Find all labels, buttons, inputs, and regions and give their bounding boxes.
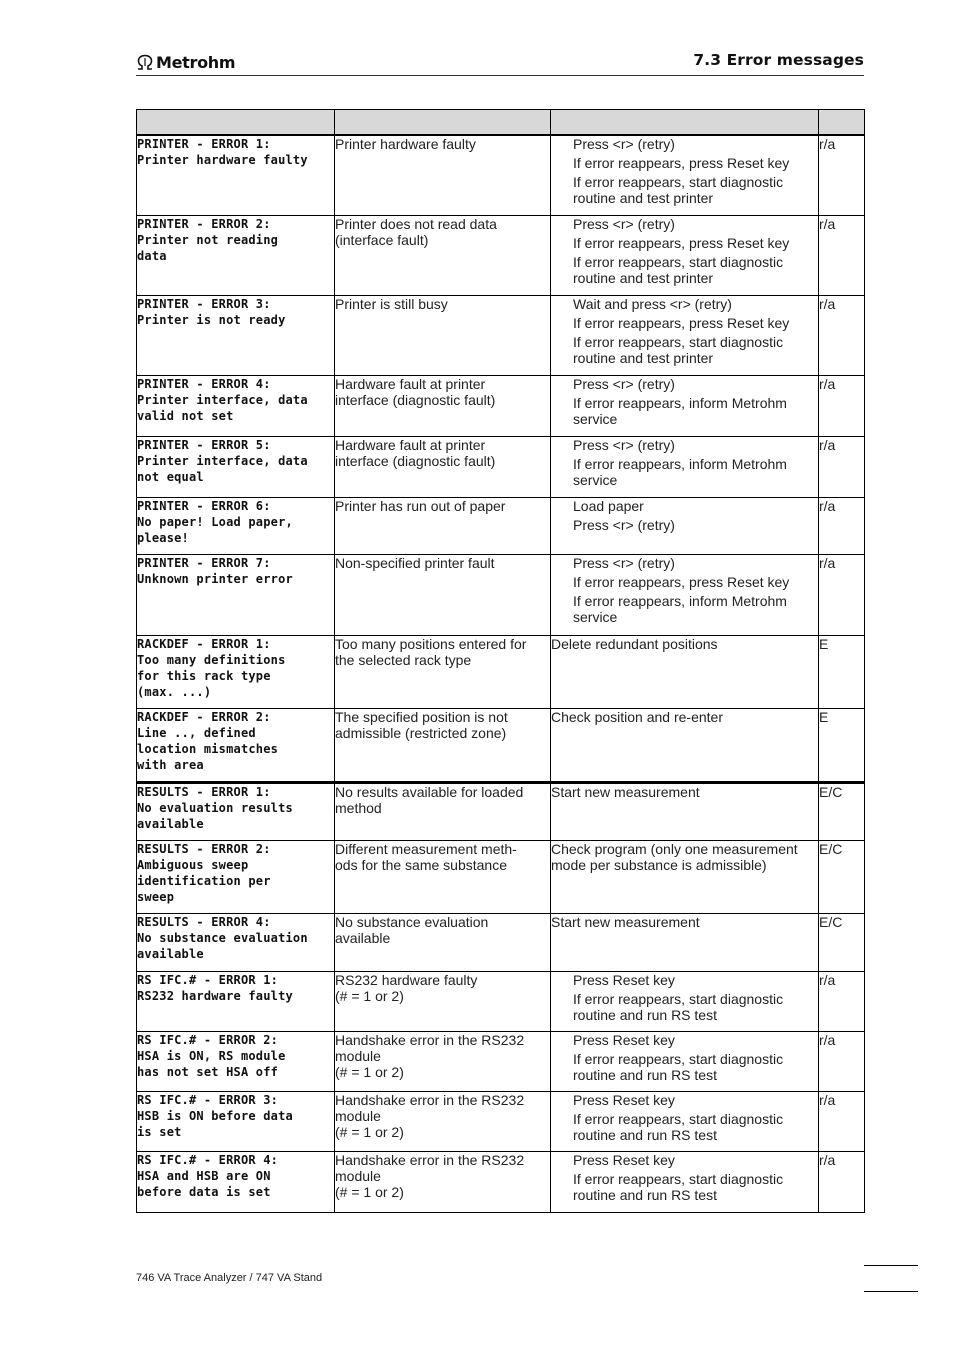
footer-rule (864, 1291, 918, 1292)
code-cell: r/a (819, 497, 865, 554)
cause-cell: Too many positions entered for the selected rack type (335, 635, 551, 708)
remedy-cell (551, 1031, 819, 1091)
error-message-cell: PRINTER - ERROR 3: Printer is not ready (137, 295, 335, 375)
error-message-cell: RESULTS - ERROR 2: Ambiguous sweep identification per sweep (137, 840, 335, 913)
table-body (137, 135, 865, 1212)
remedy-cell (551, 436, 819, 497)
table-row (137, 295, 865, 375)
code-cell: E (819, 708, 865, 782)
remedy-cell (551, 913, 819, 971)
remedy-step: Press <r> (retry) (573, 136, 675, 152)
remedy-step: If error reappears, start diagnostic routine and run RS test (573, 990, 784, 1023)
table-row (137, 708, 865, 782)
remedy-step: Press Reset key (573, 1031, 675, 1048)
remedy-step: If error reappears, press Reset key (573, 314, 790, 331)
table-row (137, 135, 865, 215)
remedy-step: If error reappears, start diagnostic routine and run RS test (573, 1050, 784, 1083)
table-row (137, 971, 865, 1031)
error-message-cell: RESULTS - ERROR 4: No substance evaluation available (137, 913, 335, 971)
code-cell: r/a (819, 295, 865, 375)
remedy-step: Press <r> (retry) (573, 375, 675, 392)
error-message-cell: PRINTER - ERROR 6: No paper! Load paper, please! (137, 497, 335, 554)
remedy-cell (551, 708, 819, 782)
cause-cell: Printer does not read data (interface fault) (335, 215, 551, 295)
remedy-cell (551, 840, 819, 913)
code-cell: r/a (819, 375, 865, 436)
remedy-cell (551, 635, 819, 708)
error-message-cell: PRINTER - ERROR 7: Unknown printer error (137, 554, 335, 635)
remedy-step: If error reappears, inform Metrohm service (573, 394, 787, 427)
remedy-cell (551, 135, 819, 215)
cause-cell: Different measurement meth- ods for the same substance (335, 840, 551, 913)
remedy-step: If error reappears, start diagnostic routine and test printer (573, 174, 784, 206)
error-message-cell: PRINTER - ERROR 1: Printer hardware faulty (137, 135, 335, 215)
code-cell: E (819, 635, 865, 708)
table-row (137, 782, 865, 840)
error-message-cell: RACKDEF - ERROR 2: Line .., defined location mismatches with area (137, 708, 335, 782)
remedy-step: If error reappears, start diagnostic routine and test printer (573, 333, 784, 366)
table-row (137, 1151, 865, 1212)
error-message-cell: RACKDEF - ERROR 1: Too many definitions for this rack type (max. ...) (137, 635, 335, 708)
error-message-cell: RS IFC.# - ERROR 2: HSA is ON, RS module has not set HSA off (137, 1031, 335, 1091)
remedy-step: Load paper (573, 497, 644, 514)
remedy-cell (551, 782, 819, 840)
remedy-step: Wait and press <r> (retry) (573, 295, 732, 312)
header-cell (551, 110, 819, 136)
cause-cell: Handshake error in the RS232 module (# = 1 or 2) (335, 1091, 551, 1151)
error-message-cell: RS IFC.# - ERROR 3: HSB is ON before data is set (137, 1091, 335, 1151)
cause-cell: Printer is still busy (335, 295, 551, 375)
remedy-step: Check position and re-enter (551, 708, 723, 725)
remedy-step: If error reappears, press Reset key (573, 234, 790, 251)
section-title: 7.3 Error messages (693, 51, 864, 69)
cause-cell: Handshake error in the RS232 module (# = 1 or 2) (335, 1031, 551, 1091)
remedy-step: If error reappears, start diagnostic routine and run RS test (573, 1110, 784, 1143)
table-row (137, 913, 865, 971)
logo-text: Metrohm (156, 52, 236, 72)
remedy-step: Press Reset key (573, 1091, 675, 1108)
cause-cell: Printer hardware faulty (335, 135, 551, 215)
metrohm-logo (136, 52, 235, 72)
cause-cell: No results available for loaded method (335, 782, 551, 840)
error-messages-table (136, 109, 865, 1213)
remedy-step: If error reappears, start diagnostic routine and run RS test (573, 1170, 784, 1203)
remedy-step: If error reappears, press Reset key (573, 155, 790, 171)
code-cell: r/a (819, 971, 865, 1031)
remedy-cell (551, 1151, 819, 1212)
remedy-cell (551, 215, 819, 295)
remedy-step: Press Reset key (573, 1151, 675, 1168)
remedy-step: Press <r> (retry) (573, 554, 675, 571)
code-cell: r/a (819, 554, 865, 635)
code-cell: E/C (819, 913, 865, 971)
remedy-step: Delete redundant positions (551, 635, 718, 652)
header-cell (819, 110, 865, 136)
table-row (137, 554, 865, 635)
table-row (137, 1031, 865, 1091)
page-header (136, 48, 864, 76)
header-cell (335, 110, 551, 136)
footer-text: 746 VA Trace Analyzer / 747 VA Stand (136, 1272, 323, 1284)
table-row (137, 375, 865, 436)
remedy-step: Start new measurement (551, 913, 700, 930)
remedy-step: If error reappears, press Reset key (573, 573, 790, 590)
remedy-step: If error reappears, inform Metrohm service (573, 592, 787, 625)
code-cell: r/a (819, 1031, 865, 1091)
code-cell: r/a (819, 1091, 865, 1151)
remedy-cell (551, 375, 819, 436)
error-message-cell: RS IFC.# - ERROR 4: HSA and HSB are ON before data is set (137, 1151, 335, 1212)
code-cell: r/a (819, 215, 865, 295)
code-cell: r/a (819, 1151, 865, 1212)
cause-cell: No substance evaluation available (335, 913, 551, 971)
error-message-cell: RESULTS - ERROR 1: No evaluation results available (137, 782, 335, 840)
omega-icon (136, 54, 154, 70)
error-message-cell: RS IFC.# - ERROR 1: RS232 hardware faulty (137, 971, 335, 1031)
cause-cell: Hardware fault at printer interface (diagnostic fault) (335, 375, 551, 436)
cause-cell: Hardware fault at printer interface (diagnostic fault) (335, 436, 551, 497)
error-message-cell: PRINTER - ERROR 5: Printer interface, data not equal (137, 436, 335, 497)
remedy-step: If error reappears, inform Metrohm service (573, 455, 787, 488)
header-cell (137, 110, 335, 136)
remedy-step: Press <r> (retry) (573, 436, 675, 453)
remedy-cell (551, 554, 819, 635)
code-cell: E/C (819, 782, 865, 840)
table-row (137, 436, 865, 497)
error-message-cell: PRINTER - ERROR 2: Printer not reading data (137, 215, 335, 295)
code-cell: r/a (819, 135, 865, 215)
remedy-cell (551, 497, 819, 554)
remedy-cell (551, 971, 819, 1031)
table-row (137, 1091, 865, 1151)
table-row (137, 215, 865, 295)
remedy-step: Press <r> (retry) (573, 215, 675, 232)
remedy-step: Press Reset key (573, 971, 675, 988)
cause-cell: Non-specified printer fault (335, 554, 551, 635)
cause-cell: RS232 hardware faulty (# = 1 or 2) (335, 971, 551, 1031)
cause-cell: Printer has run out of paper (335, 497, 551, 554)
remedy-cell (551, 1091, 819, 1151)
remedy-step: If error reappears, start diagnostic routine and test printer (573, 253, 784, 286)
table-row (137, 840, 865, 913)
remedy-step: Start new measurement (551, 783, 700, 800)
code-cell: E/C (819, 840, 865, 913)
cause-cell: The specified position is not admissible (restricted zone) (335, 708, 551, 782)
remedy-step: Press <r> (retry) (573, 516, 675, 533)
footer-rule (864, 1265, 918, 1266)
remedy-cell (551, 295, 819, 375)
error-message-cell: PRINTER - ERROR 4: Printer interface, data valid not set (137, 375, 335, 436)
remedy-step: Check program (only one measurement mode per substance is admissible) (551, 840, 798, 873)
code-cell: r/a (819, 436, 865, 497)
cause-cell: Handshake error in the RS232 module (# = 1 or 2) (335, 1151, 551, 1212)
table-row (137, 635, 865, 708)
table-header-row (137, 110, 865, 136)
table-row (137, 497, 865, 554)
